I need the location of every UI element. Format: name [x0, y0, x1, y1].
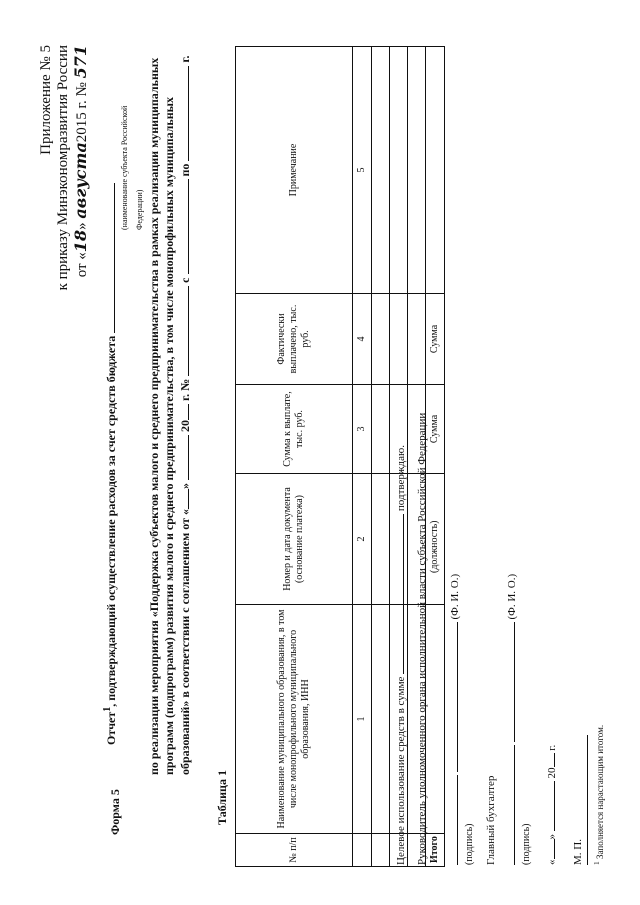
title-line-1: Отчет$^1$, подтверждающий осуществление расходов за счет средств бюджета [100, 75, 119, 775]
report-title [100, 55, 193, 775]
total-amount-due: Сумма [426, 385, 445, 474]
signature-caption: (подпись) [464, 823, 475, 865]
column-number-row [353, 47, 372, 867]
table-cell: 4 [353, 294, 372, 385]
table-cell: 2 [353, 474, 372, 605]
appendix-header [38, 45, 91, 305]
appendix-number: Приложение № 5 [38, 45, 54, 155]
header-number: № п/п [236, 834, 353, 867]
form-label: Форма 5 [108, 789, 122, 835]
title-line-4: образований» в соответствии с соглашением от «» 20 г. № с по г. [178, 55, 192, 775]
header-amount-due: Сумма к выплате, тыс. руб. [236, 385, 353, 474]
date-line: «» 20 г. [543, 165, 558, 865]
header-note: Примечание [236, 47, 353, 294]
signature-caption: (подпись) [521, 823, 532, 865]
total-amount-paid: Сумма [426, 294, 445, 385]
table-label: Таблица 1 [215, 770, 229, 825]
table-cell [353, 834, 372, 867]
table-cell [372, 605, 390, 834]
table-cell [372, 834, 390, 867]
title-line-2: по реализации мероприятия «Поддержка субъектов малого и среднего предпринимательства в рамках реализации муниципальных [147, 57, 161, 775]
table-cell: 5 [353, 47, 372, 294]
position-line: (должность) [429, 520, 440, 573]
title-line-3: программ (подпрограмм) развития малого и среднего предпринимательства, в том числе монопрофильных муниципальных [162, 96, 176, 775]
subject-caption: (наименование субъекта Российской Федерации) [120, 105, 144, 230]
signature-block [392, 165, 584, 865]
handwritten-day: 18 [71, 229, 90, 253]
stamp-place: М. П. [572, 839, 584, 865]
footnote: $^1$ Заполняется нарастающим итогом. [592, 724, 605, 865]
handwritten-month: августа [71, 142, 90, 219]
handwritten-order-number: 571 [71, 45, 90, 79]
table-cell: 3 [353, 385, 372, 474]
header-amount-paid: Фактически выплачено, тыс. руб. [236, 294, 353, 385]
table-header-row [236, 47, 353, 867]
table-cell: 1 [353, 605, 372, 834]
appendix-order-ref: к приказу Минэкономразвития России [55, 45, 71, 291]
header-municipality: Наименование муниципального образования, в том числе монопрофильного муниципального образования, ИНН [236, 605, 353, 834]
appendix-order-date: от «18» августа2015 г. № 571 [71, 45, 90, 278]
total-label: Итого [426, 834, 445, 867]
header-document: Номер и дата документа (основание платежа) [236, 474, 353, 605]
accountant-title: Главный бухгалтер [485, 775, 497, 865]
footnote-divider [587, 735, 588, 865]
purpose-confirmation: Целевое использование средств в сумме подтверждаю. [392, 165, 407, 865]
accountant-signature-line: (Ф. И. О.) [503, 165, 518, 865]
table-cell [372, 474, 390, 605]
subject-blank [103, 183, 115, 333]
table-cell [372, 47, 390, 294]
head-title: Руководитель уполномоченного органа исполнительной власти субъекта Российской Федерации [416, 412, 428, 865]
table-row [372, 47, 390, 867]
head-signature-line: (Ф. И. О.) [446, 165, 461, 865]
table-cell [372, 385, 390, 474]
table-cell [372, 294, 390, 385]
